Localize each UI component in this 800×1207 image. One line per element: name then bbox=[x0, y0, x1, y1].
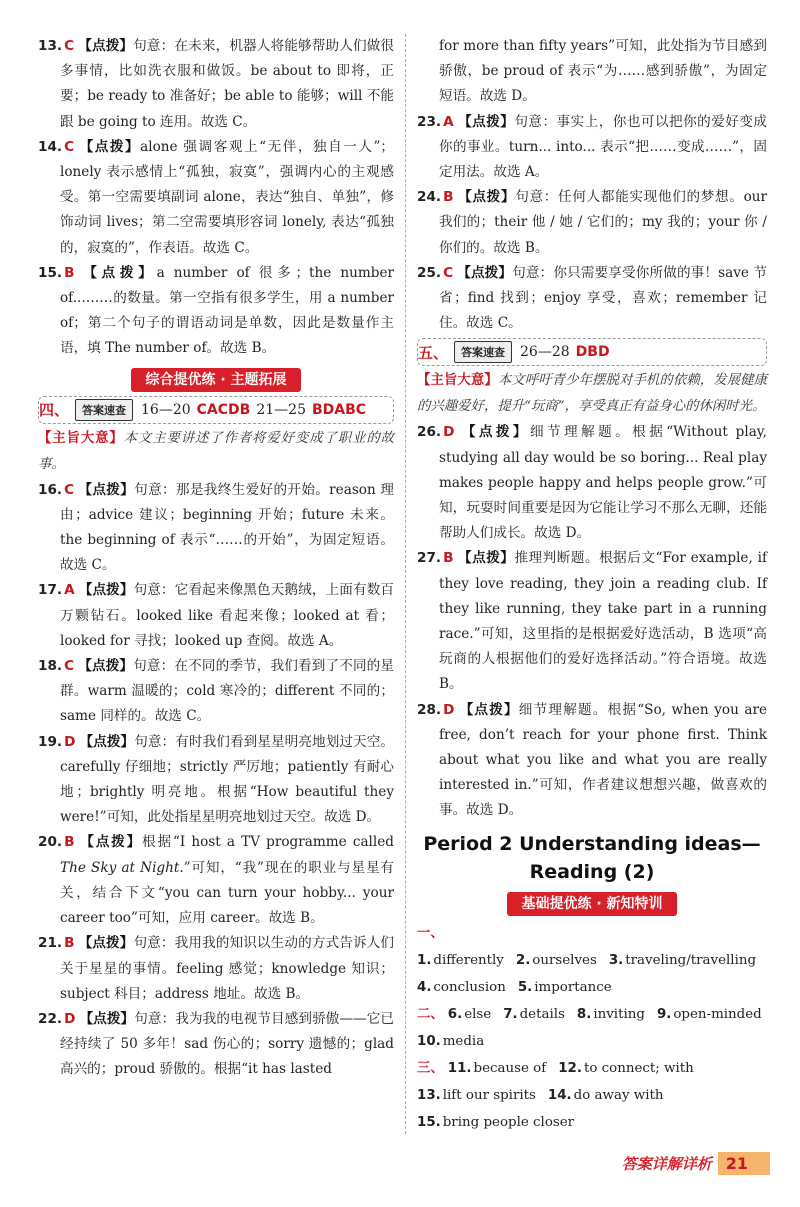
q24: 24. B 【点拨】句意：任何人都能实现他们的梦想。our 我们的；their 他 / 她 / 它们的；my 我的；your 你 / 你们的。故选 B。 bbox=[417, 189, 768, 256]
answer-summary-4: 四、 答案速查 16—20 CACDB 21—25 BDABC bbox=[38, 396, 394, 424]
main-idea: 【主旨大意】本文主要讲述了作者将爱好变成了职业的故事。 bbox=[38, 430, 395, 472]
period-title: Period 2 Understanding ideas— bbox=[423, 832, 761, 855]
q15: 15. B 【点拨】a number of 很多；the number of...……的数量。第一空指有很多学生，用 a number of；第二个句子的谓语动词是单数，因此是数量作主语，填 The number of。故选 B。 bbox=[38, 264, 395, 357]
q21: 21. B 【点拨】句意：我用我的知识以生动的方式告诉人们关于星星的事情。feeling 感觉；knowledge 知识；subject 科目；address 地址。故选 B。 bbox=[38, 935, 394, 1002]
answer-row-5: 三、 11. because of 12. to connect; with bbox=[417, 1060, 694, 1076]
q22: 22. D 【点拨】句意：我为我的电视节目感到骄傲——它已经持续了 50 多年！sad 伤心的；sorry 遗憾的；glad 高兴的；proud 骄傲的。根据“it has lasted bbox=[38, 1010, 395, 1078]
q13: 13. C 【点拨】句意：在未来，机器人将能够帮助人们做很多事情，比如洗衣服和做饭。be about to 即将，正要；be ready to 准备好；be able to 能够；will 不能跟 be going to 连用。故选 C。 bbox=[38, 38, 395, 130]
section-banner: 基础提优练 · 新知特训 bbox=[507, 892, 677, 916]
section-banner: 综合提优练 · 主题拓展 bbox=[131, 368, 301, 392]
page-number: 21 bbox=[718, 1152, 770, 1175]
left-column bbox=[38, 34, 394, 1083]
q28: 28. D 【点拨】细节理解题。根据“So, when you are free, don’t reach for your phone first. Think about what you like and what you are really interested in.”可知，作者建议想想兴趣，做喜欢的事。故选 D。 bbox=[417, 701, 767, 819]
q20: 20. B 【点拨】根据“I host a TV programme called The Sky at Night.”可知，“我”现在的职业与星星有关，结合下文“you can turn your hobby... your career too”可知，应用 career。故选 B。 bbox=[38, 834, 395, 927]
answer-row-6: 13. lift our spirits 14. do away with bbox=[417, 1087, 664, 1103]
q14: 14. C 【点拨】alone 强调客观上“无伴，独自一人”；lonely 表示感情上“孤独，寂寞”，强调内心的主观感受。第一空需要填副词 alone，表达“独自、单独”，修饰动词 lives；第二空需要填形容词 lonely, 表达“孤独的，寂寞的”，作表语。故选 C。 bbox=[38, 138, 395, 256]
answer-row-1: 一、1. differently 2. ourselves 3. traveling/travelling bbox=[417, 925, 757, 968]
q27: 27. B 【点拨】推理判断题。根据后文“For example, if they love reading, they join a reading club. If they like running, they take part in a running race.”可知，这里指的是根据爱好选活动，B 选项“高玩商的人根据他们的爱好选择活动。”符合语境。故选 B。 bbox=[417, 550, 767, 693]
answer-summary-5: 五、 答案速查 26—28 DBD bbox=[417, 338, 767, 366]
answer-row-7: 15. bring people closer bbox=[417, 1114, 575, 1130]
q23: 23. A 【点拨】句意：事实上，你也可以把你的爱好变成你的事业。turn... into... 表示“把……变成……”，固定用法。故选 A。 bbox=[417, 113, 767, 181]
column-divider bbox=[405, 34, 406, 1134]
q19: 19. D 【点拨】句意：有时我们看到星星明亮地划过天空。carefully 仔细地；strictly 严厉地；patiently 有耐心地；brightly 明亮地。根据“How beautiful they were!”可知，此处指星星明亮地划过天空。故选 D。 bbox=[38, 733, 395, 826]
page-footer bbox=[622, 1152, 770, 1175]
period-subtitle: Reading (2) bbox=[529, 860, 655, 883]
footer-label: 答案详解详析 bbox=[621, 1155, 712, 1173]
main-idea: 【主旨大意】本文呼吁青少年摆脱对手机的依赖，发展健康的兴趣爱好，提升“玩商”，享受真正有益身心的休闲时光。 bbox=[417, 373, 768, 415]
right-column bbox=[417, 34, 767, 1136]
q17: 17. A 【点拨】句意：它看起来像黑色天鹅绒，上面有数百万颗钻石。looked like 看起来像；looked at 看；looked for 寻找；looked up 查阅。故选 A。 bbox=[38, 582, 395, 649]
q16: 16. C 【点拨】句意：那是我终生爱好的开始。reason 理由；advice 建议；beginning 开始；future 未来。the beginning of 表示“……的开始”，为固定短语。故选 C。 bbox=[38, 481, 394, 574]
q25: 25. C 【点拨】句意：你只需要享受你所做的事！save 节省；find 找到；enjoy 享受，喜欢；remember 记住。故选 C。 bbox=[417, 264, 768, 332]
q22-continued: for more than fifty years”可知，此处指为节目感到骄傲，be proud of 表示“为……感到骄傲”，为固定短语。故选 D。 bbox=[439, 38, 767, 105]
answer-row-3: 二、 6. else 7. details 8. inviting 9. open-minded bbox=[417, 1006, 762, 1022]
answer-row-4: 10. media bbox=[417, 1033, 485, 1049]
answer-row-2: 4. conclusion 5. importance bbox=[417, 979, 612, 995]
q18: 18. C 【点拨】句意：在不同的季节，我们看到了不同的星群。warm 温暖的；cold 寒冷的；different 不同的；same 同样的。故选 C。 bbox=[38, 658, 395, 725]
q26: 26. D 【点拨】细节理解题。根据“Without play, studying all day would be so boring... Real play makes people happy and helps people grow.”可知，玩耍时间重要是因为它能让学习不那么无聊，还能帮助人们成长。故选 D。 bbox=[417, 424, 767, 542]
